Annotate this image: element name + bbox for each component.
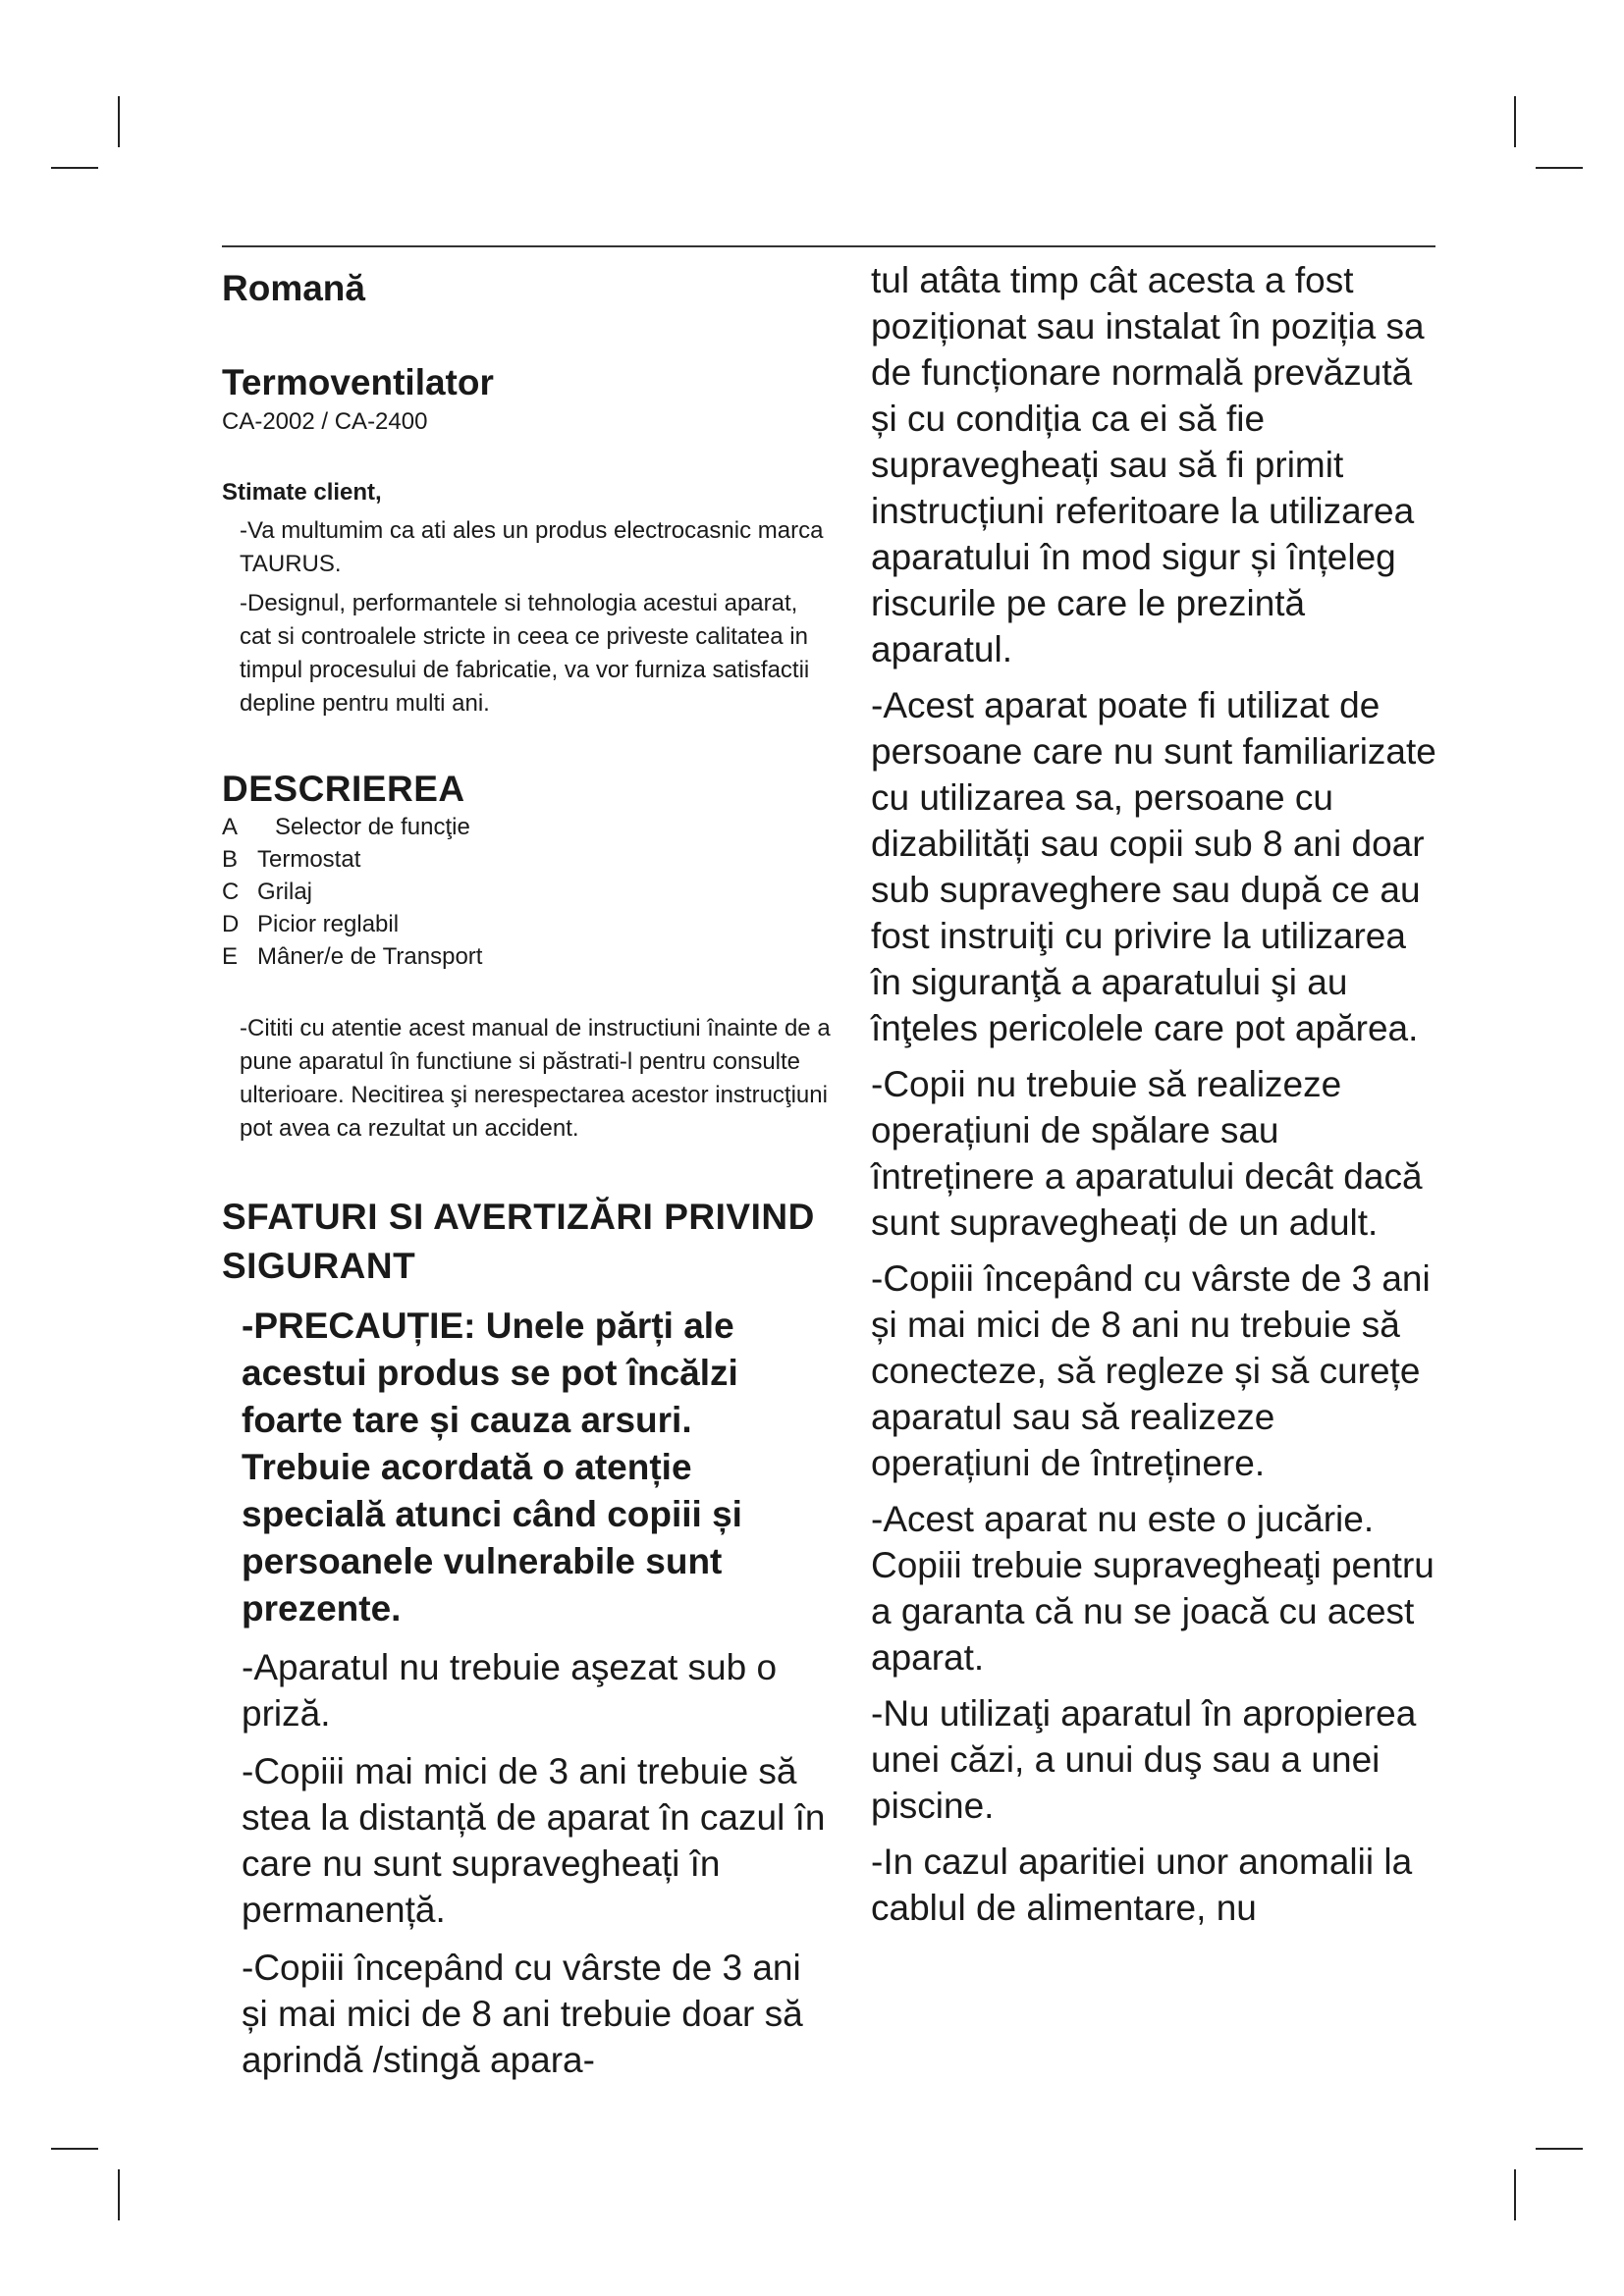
list-item: D Picior reglabil [222,911,400,937]
precaution-warning: -PRECAUȚIE: Unele părți ale acestui produs se pot încălzi foarte tare și cauza arsuri. Trebuie acordată o atenție specială atunci când copiii și persoanele vulnerabile sunt prezente. [242,1306,742,1629]
right-column [871,257,1440,1941]
list-item: A Selector de funcţie [222,814,470,840]
description-list [222,811,831,973]
manual-note: -Cititi cu atentie acest manual de instructiuni înainte de a pune aparatul în functiune si păstrati-l pentru consulte ulterioare. Necitirea şi nerespectarea acestor instrucţiuni pot avea ca rezultat un accident. [240,1015,831,1142]
intro-paragraph: -Va multumim ca ati ales un produs electrocasnic marca TAURUS. [240,517,824,577]
language-heading: Romană [222,268,365,308]
greeting: Stimate client, [222,479,382,506]
safety-paragraph: -Copiii începând cu vârste de 3 ani și mai mici de 8 ani nu trebuie să conecteze, să regleze și să curețe aparatul sau să realizeze operațiuni de întreținere. [871,1258,1431,1483]
crop-mark-bottom-right-vertical [1514,2169,1516,2220]
crop-mark-bottom-right-horizontal [1536,2148,1583,2150]
intro-paragraph: -Designul, performantele si tehnologia acestui aparat, cat si controalele stricte in ceea ce priveste calitatea in timpul procesului de fabricatie, va vor furniza satisfactii depline pentru multi ani. [240,590,810,717]
safety-paragraph: -Copiii începând cu vârste de 3 ani și mai mici de 8 ani trebuie doar să aprindă /stingă apara- [242,1948,803,2080]
model-numbers: CA-2002 / CA-2400 [222,408,428,435]
left-column [222,257,831,2083]
safety-title: SFATURI SI AVERTIZĂRI PRIVIND SIGURANT [222,1197,815,1286]
safety-paragraph: -Copii nu trebuie să realizeze operațiuni de spălare sau întreținere a aparatului decât dacă sunt supravegheați de un adult. [871,1064,1423,1243]
list-item: B Termostat [222,846,361,873]
crop-mark-top-right-vertical [1514,96,1516,147]
safety-paragraph: tul atâta timp cât acesta a fost poziționat sau instalat în poziția sa de funcționare normală prevăzută și cu condiția ca ei să fie supravegheați sau să fi primit instrucțiuni referitoare la utilizarea aparatului în mod sigur și înțeleg riscurile pe care le prezintă aparatul. [871,260,1425,669]
crop-mark-top-left-vertical [118,96,120,147]
safety-paragraph: -Acest aparat nu este o jucărie. Copiii trebuie supravegheaţi pentru a garanta că nu se joacă cu acest aparat. [871,1499,1435,1678]
crop-mark-bottom-left-horizontal [51,2148,98,2150]
header-rule [222,245,1435,247]
product-title: Termoventilator [222,362,494,402]
safety-paragraph: -Copiii mai mici de 3 ani trebuie să stea la distanță de aparat în cazul în care nu sunt supravegheați în permanență. [242,1751,826,1930]
list-item: C Grilaj [222,879,313,905]
safety-paragraph: -Acest aparat poate fi utilizat de persoane care nu sunt familiarizate cu utilizarea sa, persoane cu dizabilități sau copii sub 8 ani doar sub supraveghere sau după ce au fost instruiţi cu privire la utilizarea în siguranţă a aparatului şi au înţeles pericolele care pot apărea. [871,685,1436,1048]
list-item: E Mâner/e de Transport [222,943,483,970]
safety-paragraph: -Aparatul nu trebuie aşezat sub o priză. [242,1647,778,1734]
crop-mark-top-right-horizontal [1536,167,1583,169]
crop-mark-bottom-left-vertical [118,2169,120,2220]
description-title: DESCRIEREA [222,769,465,809]
safety-paragraph: -Nu utilizaţi aparatul în apropierea unei căzi, a unui duş sau a unei piscine. [871,1693,1417,1826]
crop-mark-top-left-horizontal [51,167,98,169]
safety-paragraph: -In cazul aparitiei unor anomalii la cablul de alimentare, nu [871,1842,1413,1928]
